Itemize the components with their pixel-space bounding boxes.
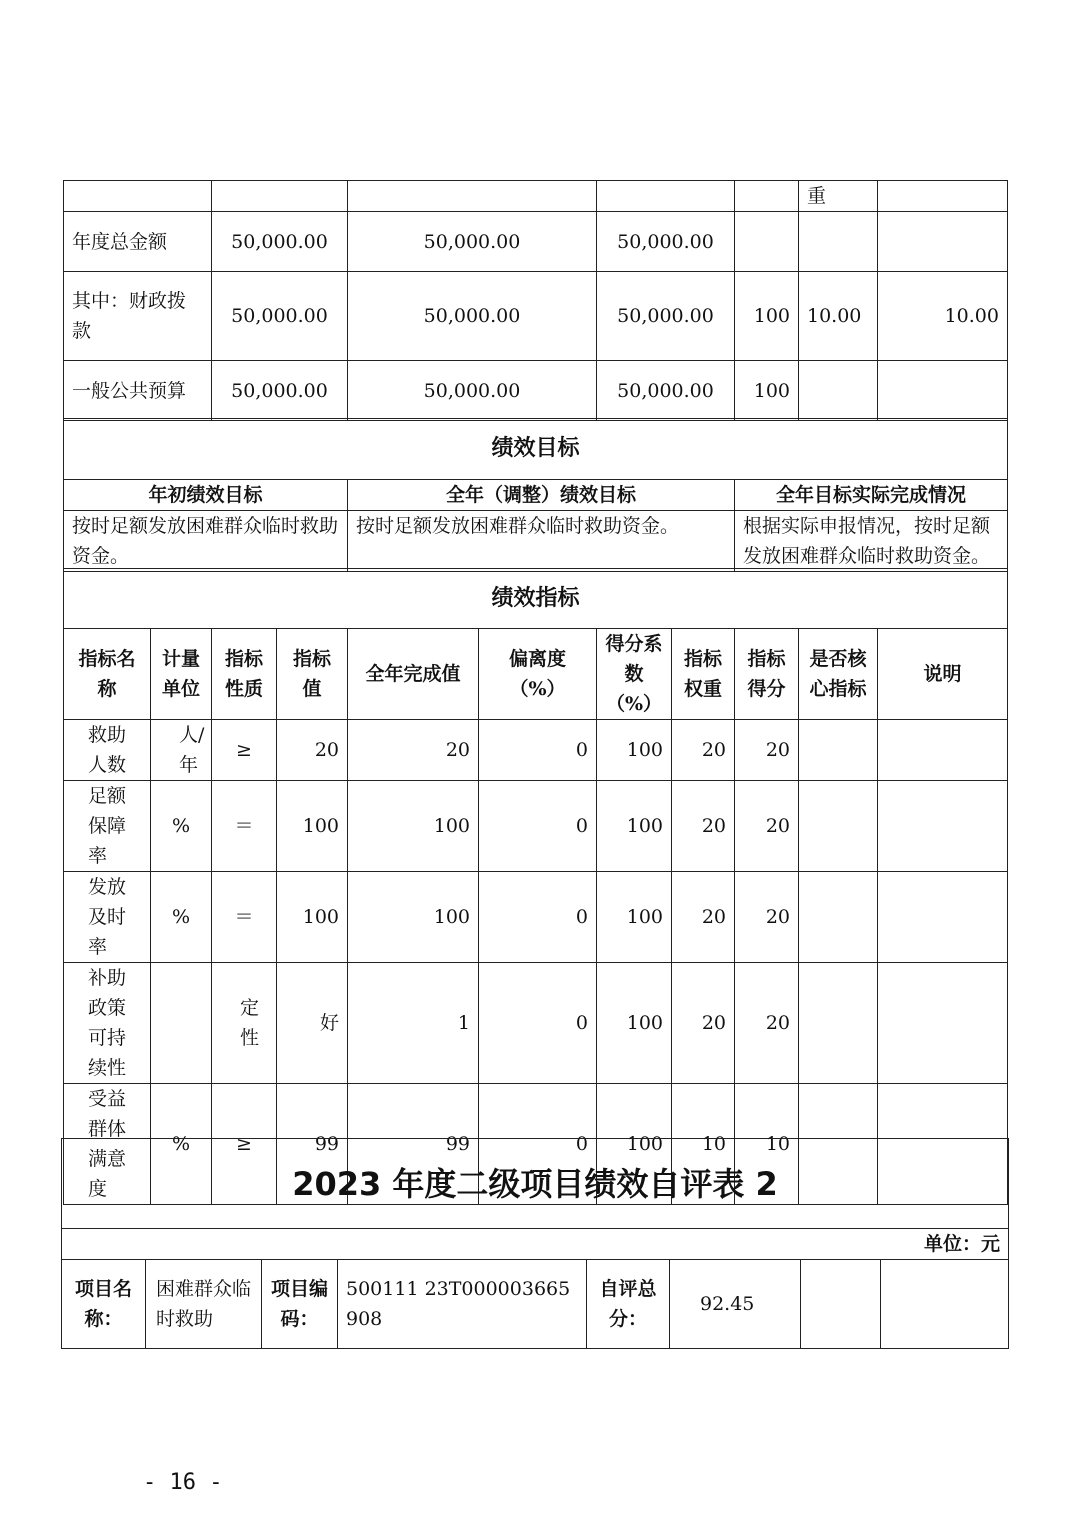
indicator-nature: ＝ <box>212 781 277 872</box>
indicator-weight: 20 <box>672 872 735 963</box>
budget-header-fragment: 重 <box>799 181 878 212</box>
goals-adjusted-text: 按时足额发放困难群众临时救助资金。 <box>348 511 735 572</box>
budget-cell <box>799 212 878 272</box>
indicator-unit: 人/年 <box>151 720 212 781</box>
indicator-nature: 定性 <box>212 963 277 1084</box>
indicator-deviation: 0 <box>479 1084 597 1205</box>
indicator-deviation: 0 <box>479 872 597 963</box>
budget-cell: 50,000.00 <box>348 212 597 272</box>
budget-row-label: 一般公共预算 <box>64 361 212 421</box>
project-name-label: 项目名称： <box>62 1260 146 1349</box>
budget-cell: 50,000.00 <box>597 361 735 421</box>
budget-cell <box>735 212 799 272</box>
indicator-score: 20 <box>735 781 799 872</box>
indicator-target: 好 <box>277 963 348 1084</box>
budget-cell: 10.00 <box>878 272 1008 361</box>
indicator-target: 100 <box>277 872 348 963</box>
indicator-actual: 1 <box>348 963 479 1084</box>
goals-table <box>63 418 1008 572</box>
indicator-target: 99 <box>277 1084 348 1205</box>
budget-row <box>64 272 1008 361</box>
budget-cell: 100 <box>735 361 799 421</box>
empty-cell <box>801 1260 881 1349</box>
indicator-header: 全年完成值 <box>348 629 479 720</box>
indicator-note <box>878 720 1008 781</box>
indicator-unit: % <box>151 781 212 872</box>
indicator-name: 发放及时率 <box>64 872 151 963</box>
indicator-score: 20 <box>735 720 799 781</box>
project-name-value: 困难群众临时救助 <box>146 1260 262 1349</box>
indicator-note <box>878 781 1008 872</box>
indicator-name: 受益群体满意度 <box>64 1084 151 1205</box>
indicator-coef: 100 <box>597 1084 672 1205</box>
indicator-row <box>64 963 1008 1084</box>
indicator-row <box>64 720 1008 781</box>
indicator-score: 10 <box>735 1084 799 1205</box>
budget-cell: 50,000.00 <box>597 212 735 272</box>
indicator-deviation: 0 <box>479 963 597 1084</box>
indicator-weight: 20 <box>672 720 735 781</box>
goals-section-title: 绩效目标 <box>64 419 1008 480</box>
indicator-nature: ≥ <box>212 1084 277 1205</box>
indicator-header: 是否核心指标 <box>799 629 878 720</box>
indicator-coef: 100 <box>597 872 672 963</box>
indicator-score: 20 <box>735 963 799 1084</box>
project-info-row <box>62 1260 1009 1349</box>
indicator-row <box>64 872 1008 963</box>
indicator-deviation: 0 <box>479 781 597 872</box>
indicator-unit: % <box>151 872 212 963</box>
indicator-core <box>799 872 878 963</box>
indicator-weight: 20 <box>672 963 735 1084</box>
page-number: - 16 - <box>143 1470 223 1495</box>
indicator-weight: 20 <box>672 781 735 872</box>
budget-cell: 10.00 <box>799 272 878 361</box>
indicator-coef: 100 <box>597 781 672 872</box>
budget-table <box>63 180 1008 421</box>
indicators-header-row <box>64 629 1008 720</box>
goals-actual-text: 根据实际申报情况，按时足额发放困难群众临时救助资金。 <box>735 511 1008 572</box>
budget-cell: 100 <box>735 272 799 361</box>
budget-row <box>64 361 1008 421</box>
indicator-header: 指标得分 <box>735 629 799 720</box>
indicator-note <box>878 872 1008 963</box>
indicator-nature: ＝ <box>212 872 277 963</box>
indicator-name: 救助人数 <box>64 720 151 781</box>
indicator-target: 100 <box>277 781 348 872</box>
indicator-core <box>799 963 878 1084</box>
budget-row-label: 年度总金额 <box>64 212 212 272</box>
goals-col-actual: 全年目标实际完成情况 <box>735 480 1008 511</box>
indicator-score: 20 <box>735 872 799 963</box>
budget-cell: 50,000.00 <box>597 272 735 361</box>
form-title: 2023 年度二级项目绩效自评表 2 <box>62 1139 1009 1229</box>
budget-cell: 50,000.00 <box>348 361 597 421</box>
goals-col-adjusted: 全年（调整）绩效目标 <box>348 480 735 511</box>
empty-cell <box>881 1260 1009 1349</box>
indicators-table <box>63 568 1008 1205</box>
project-code-value: 500111 23T000003665908 <box>338 1260 587 1349</box>
indicator-name: 补助政策可持续性 <box>64 963 151 1084</box>
indicators-section-title: 绩效指标 <box>64 569 1008 629</box>
budget-cell <box>878 361 1008 421</box>
indicator-header: 得分系数（%） <box>597 629 672 720</box>
goals-col-initial: 年初绩效目标 <box>64 480 348 511</box>
indicator-weight: 10 <box>672 1084 735 1205</box>
indicator-actual: 99 <box>348 1084 479 1205</box>
indicator-name: 足额保障率 <box>64 781 151 872</box>
unit-label: 单位：元 <box>62 1229 1009 1260</box>
indicator-header: 指标值 <box>277 629 348 720</box>
goals-initial-text: 按时足额发放困难群众临时救助资金。 <box>64 511 348 572</box>
indicator-nature: ≥ <box>212 720 277 781</box>
indicator-row <box>64 781 1008 872</box>
self-score-label: 自评总分： <box>587 1260 670 1349</box>
indicator-core <box>799 781 878 872</box>
indicator-header: 计量单位 <box>151 629 212 720</box>
budget-cell: 50,000.00 <box>212 361 348 421</box>
indicator-header: 偏离度（%） <box>479 629 597 720</box>
indicator-header: 指标权重 <box>672 629 735 720</box>
budget-cell: 50,000.00 <box>212 272 348 361</box>
indicator-actual: 100 <box>348 872 479 963</box>
budget-row-label: 其中：财政拨款 <box>64 272 212 361</box>
indicator-actual: 100 <box>348 781 479 872</box>
indicator-deviation: 0 <box>479 720 597 781</box>
budget-row <box>64 212 1008 272</box>
budget-cell: 50,000.00 <box>212 212 348 272</box>
project-code-label: 项目编码： <box>262 1260 338 1349</box>
self-eval-form-2 <box>61 1138 1009 1349</box>
indicator-unit: % <box>151 1084 212 1205</box>
budget-header-row <box>64 181 1008 212</box>
indicator-header: 说明 <box>878 629 1008 720</box>
budget-cell <box>799 361 878 421</box>
indicator-core <box>799 720 878 781</box>
indicator-actual: 20 <box>348 720 479 781</box>
indicator-target: 20 <box>277 720 348 781</box>
indicator-unit <box>151 963 212 1084</box>
budget-cell: 50,000.00 <box>348 272 597 361</box>
budget-cell <box>878 212 1008 272</box>
indicator-coef: 100 <box>597 720 672 781</box>
self-score-value: 92.45 <box>670 1260 801 1349</box>
indicator-header: 指标名称 <box>64 629 151 720</box>
indicator-header: 指标性质 <box>212 629 277 720</box>
indicator-coef: 100 <box>597 963 672 1084</box>
indicator-note <box>878 963 1008 1084</box>
